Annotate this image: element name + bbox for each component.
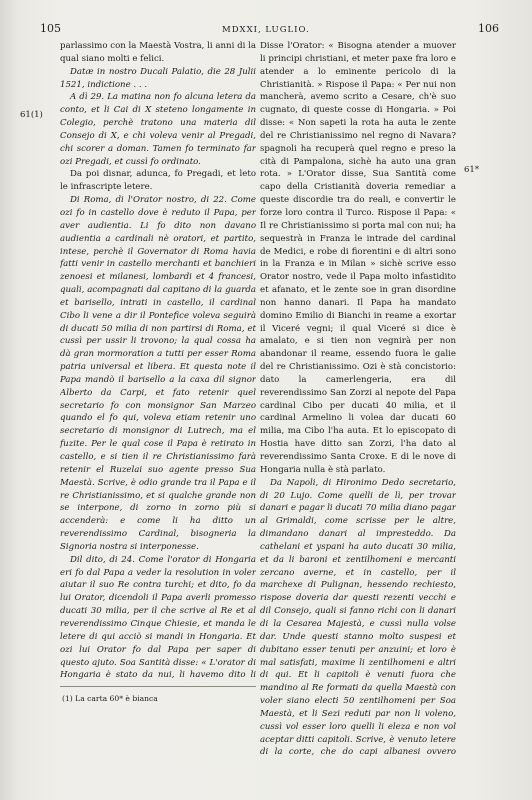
running-header: MDXXI, LUGLIO. xyxy=(222,25,310,35)
paragraph: Da poi disnar, adunca, fo Pregadi, et leto le infrascripte letere. xyxy=(60,169,256,193)
page-number-right: 106 xyxy=(478,22,499,35)
paragraph: parlassimo con la Maestà Vostra, li anni di la qual siano molti e felici. xyxy=(60,41,256,64)
paragraph: Da Napoli, di Hironimo Dedo secretario, di 20 Lujo. Come quelli de lì, per trovar danari e pagar li ducati 70 milia diano pagar al Grimaldi, come scrisse per le altre, dimandano danari al impresteddo. Da cathelani et yspani ha auto ducati 30 milia, et da li baroni et zentilhomeni e mercanti zercano averne, et in castello, per il marchexe di Pulignan, hessendo rechiesto, rispose doveria dar questi rezenti vecchi e dil Consejo, quali si fanno richi con li danari di la Cesarea Majestà, e cussì nulla volse dar. Unde questi stanno molto suspesi et dubitano esser tenuti per anzuini; et loro è mal satisfati, maxime li zentilhomeni e altri di qui. Et li capitoli è venuti fuora che mandino al Re formati da quella Maestà con voler siano electi 50 zentilhomeni per Soa Maestà, et li Sezi reduti par non li voleno, cussì vol esser loro quelli li eleza e non vol aceptar ditti capitoli. Scrive, è venuto letere di la corte, che do capi albanesi ovvero xyxy=(260,477,456,758)
paragraph: A dì 29. La matina non fo alcuna letera da conto, et li Cai di X steteno longamente in Colegio, perchè tratono una materia dil Consejo di X, e chi voleva venir al Pregadi, chi scorer a doman. Tamen fo terminato far ozi Pregadi, et cussì fo ordinato. xyxy=(60,92,256,167)
margin-note-left: 61(1) xyxy=(20,110,43,120)
paragraph: Dil dito, di 24. Come l'orator di Hongaria eri fo dal Papa a veder la resolution in voler aiutar il suo Re contra turchi; et dito, fo da lui Orator, dicendoli il Papa averli promesso ducati 30 milia, per il che scrive al Re et al reverendissimo Cinque Chiesie, et manda le letere di qui acciò si mandi in Hongaria. Et ozi lui Orator fo dal Papa per saper di questo ajuto. Soa Santità disse: « L'orator di Hongaria è stato da nui, li havemo dito li xyxy=(60,554,256,681)
paragraph: Disse l'Orator: « Bisogna atender a muover li principi christiani, et meter paxe fra loro e atender a lo eminente pericolo di la Christianità. » Rispose il Papa: « Per nui non mancherà, avemo scrito a Cesare, ch'è suo cugnato, di queste cosse di Hongaria. » Poi disse: « Non sapeti la rota ha auta le zente del re Christianissimo nel regno di Navara? spagnoli ha recuperà quel regno e preso la cità di Pampalona, sichè ha auto una gran rota. » L'Orator disse, Sua Santità come capo della Cristianità doveria remediar a queste discordie tra do reali, e convertir le forze loro contra il Turco. Rispose il Papa: « Il re Christianissimo si porta mal con nui; ha sequestrà in Franza le intrade del cardinal de Medici, e robe di fiorentini e di altri sono in la Franza e in Milan » sichè scrive esso Orator nostro, vede il Papa molto infastidito et afanato, et le zente soe in gran disordine non hanno danari. Il Papa ha mandato domino Emilio di Bianchi in reame a exortar il Viceré vegni; il qual Viceré si dice è amalato, e si tien non vegnirà per non abandonar il reame, essendo fuora le galie del re Christianissimo. Ozi è stà concistorio: dato la camerlengeria, era dil reverendissimo San Zorzi al nepote del Papa cardinal Cibo per ducati 40 milia, et il cardinal Armelino li volea dar ducati 60 milia, ma Cibo l'ha auta. Et lo episcopato di Hostia have ditto san Zorzi, l'ha dato al reverendissimo Santa Croxe. E di le nove di Hongaria nulla è stà parlato. xyxy=(260,41,456,475)
text-column-left xyxy=(60,40,256,682)
paragraph: Di Roma, di l'Orator nostro, di 22. Come ozi fo in castello dove è reduto il Papa, per aver audientia. Li fo dito non davano audientia a cardinali nè oratori, et partito, intese, perchè il Governator di Roma havia fatti venir in castello merchanti et banchieri zenoesi et milanesi, lombardi et 4 francesi, quali, acompagnati dal capitano di la guarda et barisello, intrati in castello, il cardinal Cibo li vene a dir il Pontefice voleva seguirà di ducati 50 milia di non partirsi di Roma, et cussì per ussir li trovono; la qual cossa ha dà gran mormoration a tutti per esser Roma patria universal et libera. Et questa note il Papa mandò il barisello a la caxa dil signor Alberto da Carpi, et fato retenir quel secretario fo con monsignor San Marzeo quando el fo qui, voleva etiam retenir uno secretario di monsignor di Lutrech, ma el fuzite. Per le qual cose il Papa è retirato in castello, e si tien il re Christianissimo farà retenir el Ruzelai suo agente presso Sua Maestà. Scrive, è odio grande tra il Papa e il re Christianissimo, et si qualche grande non se interpone, di zorno in zorno più si accenderà: e come li ha ditto un reverendissimo Cardinal, bisogneria la Signoria nostra si interponesse. xyxy=(60,195,256,552)
margin-note-right: 61* xyxy=(464,165,480,175)
text-column-right xyxy=(260,40,456,760)
footnote: (1) La carta 60* è bianca xyxy=(62,694,158,703)
page-number-left: 105 xyxy=(40,22,61,35)
footnote-rule xyxy=(60,686,256,687)
paragraph: Datæ in nostro Ducali Palatio, die 28 Julii 1521, indictione . . . xyxy=(60,66,256,90)
